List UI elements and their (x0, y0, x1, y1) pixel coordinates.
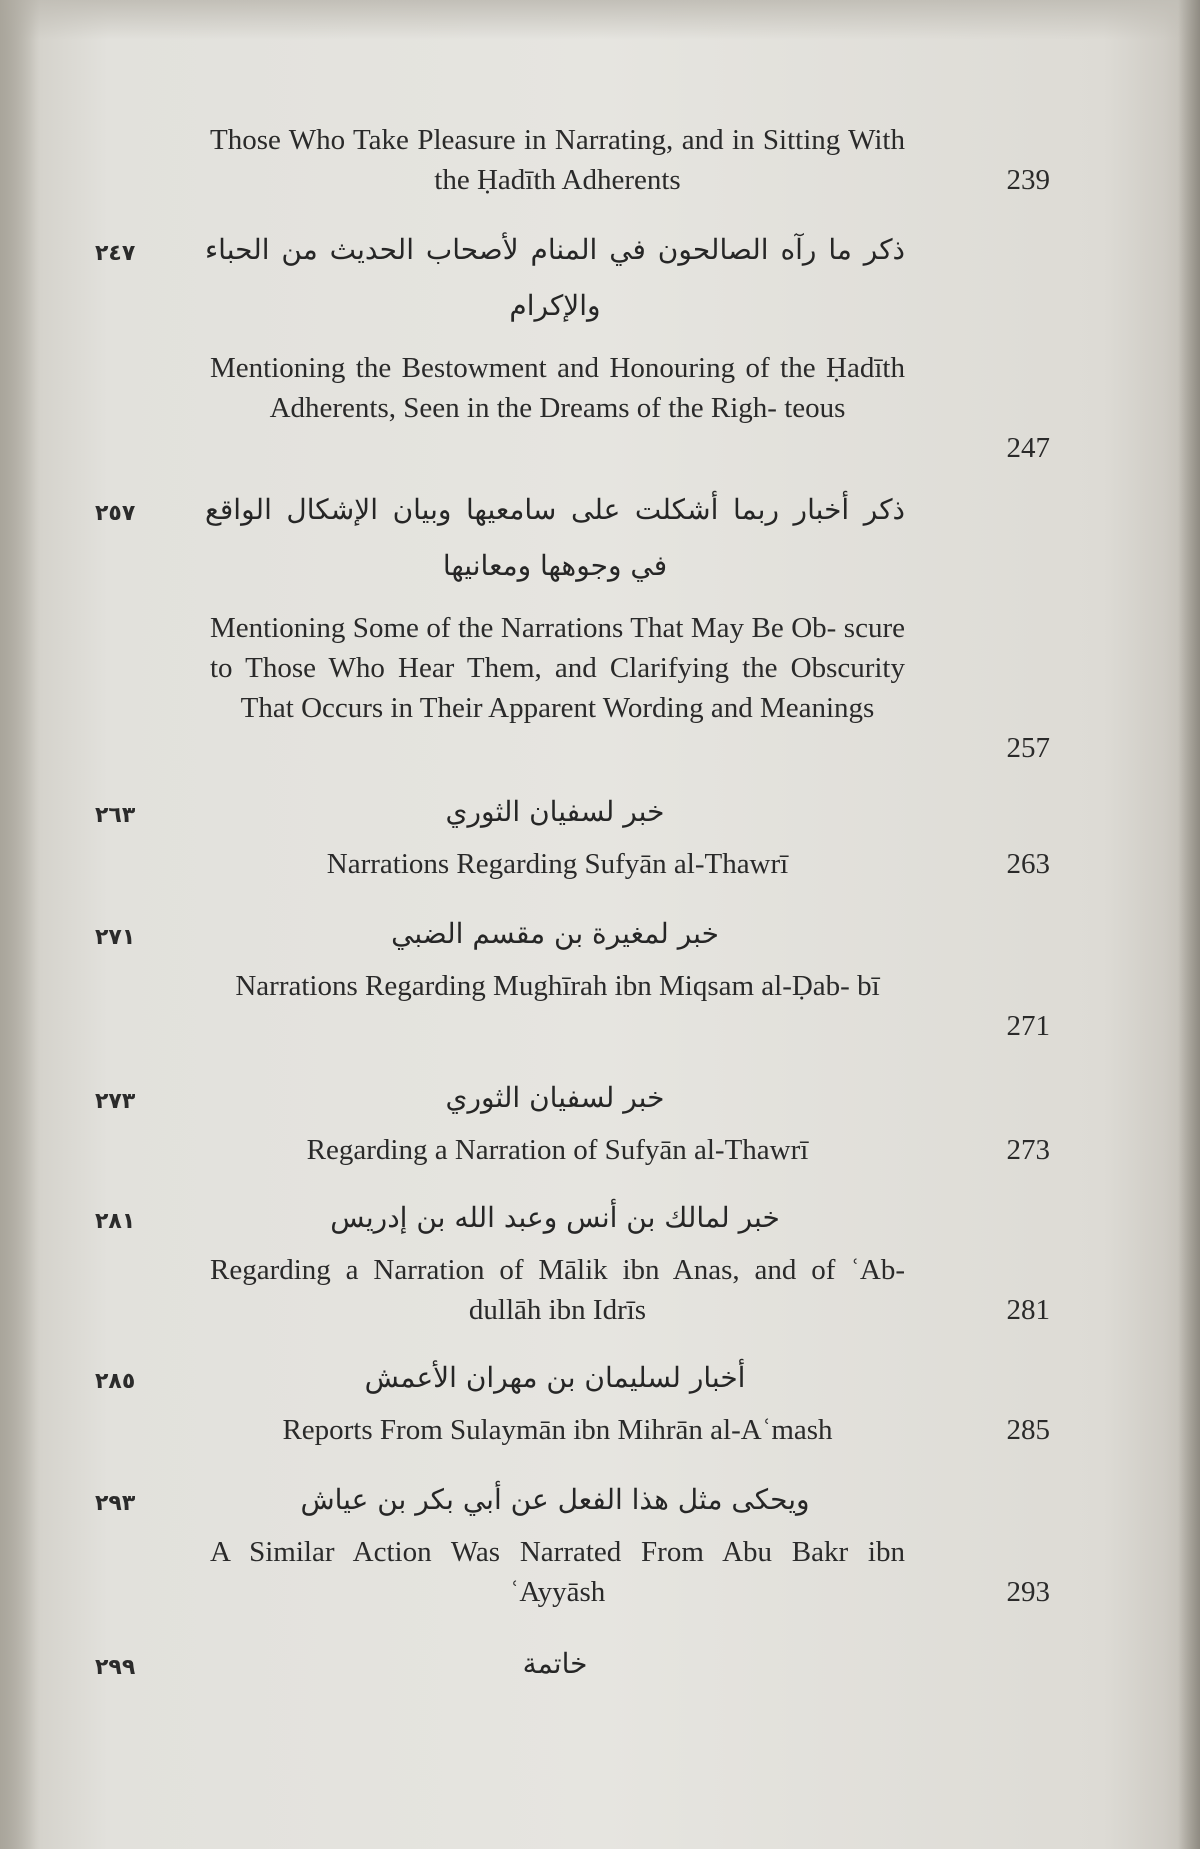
english-page-number: 285 (1006, 1414, 1050, 1446)
toc-entry (0, 120, 1200, 200)
arabic-page-number: ٢٨٥ (95, 1369, 136, 1394)
english-page-number: 257 (1006, 732, 1050, 764)
arabic-title: خبر لمغيرة بن مقسم الضبي (391, 917, 719, 950)
english-page-number: 293 (1006, 1576, 1050, 1608)
english-row (0, 1410, 1200, 1450)
arabic-page-number: ٢٩٩ (95, 1655, 136, 1680)
toc-entry (0, 1196, 1200, 1330)
english-row (0, 1250, 1200, 1330)
toc-entry (0, 488, 1200, 768)
english-page-number: 271 (1006, 1010, 1050, 1042)
english-title: Reports From Sulaymān ibn Mihrān al-Aʿmash (282, 1414, 833, 1446)
arabic-title: خبر لسفيان الثوري (445, 1081, 665, 1114)
english-title: Regarding a Narration of Sufyān al-Thawrī (306, 1134, 809, 1166)
arabic-title: خاتمة (522, 1647, 588, 1680)
english-page-number: 239 (1006, 164, 1050, 196)
arabic-row (0, 1196, 1200, 1250)
toc-entry (0, 1076, 1200, 1170)
english-row (0, 844, 1200, 884)
english-page-number: 263 (1006, 848, 1050, 880)
arabic-title: أخبار لسليمان بن مهران الأعمش (364, 1361, 746, 1394)
arabic-row (0, 1642, 1200, 1696)
toc-entry (0, 912, 1200, 1046)
arabic-row (0, 1076, 1200, 1130)
toc-entry (0, 228, 1200, 468)
english-page-number: 247 (1006, 432, 1050, 464)
english-row (0, 608, 1200, 768)
toc-entry (0, 1478, 1200, 1612)
toc-entry (0, 790, 1200, 884)
arabic-page-number: ٢٧٣ (95, 1089, 136, 1114)
arabic-page-number: ٢٩٣ (95, 1491, 136, 1516)
arabic-row (0, 912, 1200, 966)
english-title: Those Who Take Pleasure in Narrating, and in Sitting With the Ḥadīth Adherents (210, 124, 905, 196)
english-row (0, 966, 1200, 1046)
arabic-row (0, 488, 1200, 596)
arabic-title: خبر لسفيان الثوري (445, 795, 665, 828)
english-row (0, 348, 1200, 468)
english-page-number: 281 (1006, 1294, 1050, 1326)
english-title: Regarding a Narration of Mālik ibn Anas, and of ʿAb- dullāh ibn Idrīs (210, 1254, 905, 1326)
english-title: A Similar Action Was Narrated From Abu Bakr ibn ʿAyyāsh (210, 1536, 905, 1608)
english-title: Mentioning Some of the Narrations That May Be Ob- scure to Those Who Hear Them, and Clarifying the Obscurity That Occurs in Their Apparent Wording and Meanings (210, 612, 905, 724)
arabic-row (0, 228, 1200, 336)
arabic-page-number: ٢٨١ (95, 1209, 136, 1234)
arabic-title: ذكر أخبار ربما أشكلت على سامعيها وبيان الإشكال الواقع في وجوهها ومعانيها (205, 493, 905, 582)
arabic-title: ذكر ما رآه الصالحون في المنام لأصحاب الحديث من الحباء والإكرام (205, 233, 905, 322)
english-row (0, 1130, 1200, 1170)
arabic-row (0, 1478, 1200, 1532)
arabic-page-number: ٢٧١ (95, 925, 136, 950)
arabic-row (0, 790, 1200, 844)
english-title: Narrations Regarding Sufyān al-Thawrī (326, 848, 789, 880)
arabic-page-number: ٢٥٧ (95, 501, 136, 526)
english-title: Mentioning the Bestowment and Honouring of the Ḥadīth Adherents, Seen in the Dreams of the Righ- teous (210, 352, 905, 424)
toc-entry (0, 1356, 1200, 1450)
english-row (0, 120, 1200, 200)
english-row (0, 1532, 1200, 1612)
arabic-title: خبر لمالك بن أنس وعبد الله بن إدريس (330, 1201, 780, 1234)
arabic-title: ويحكى مثل هذا الفعل عن أبي بكر بن عياش (300, 1483, 810, 1516)
english-title: Narrations Regarding Mughīrah ibn Miqsam al-Ḍab- bī (235, 970, 880, 1002)
arabic-page-number: ٢٦٣ (95, 803, 136, 828)
toc-entry (0, 1642, 1200, 1696)
arabic-row (0, 1356, 1200, 1410)
english-page-number: 273 (1006, 1134, 1050, 1166)
arabic-page-number: ٢٤٧ (95, 241, 136, 266)
